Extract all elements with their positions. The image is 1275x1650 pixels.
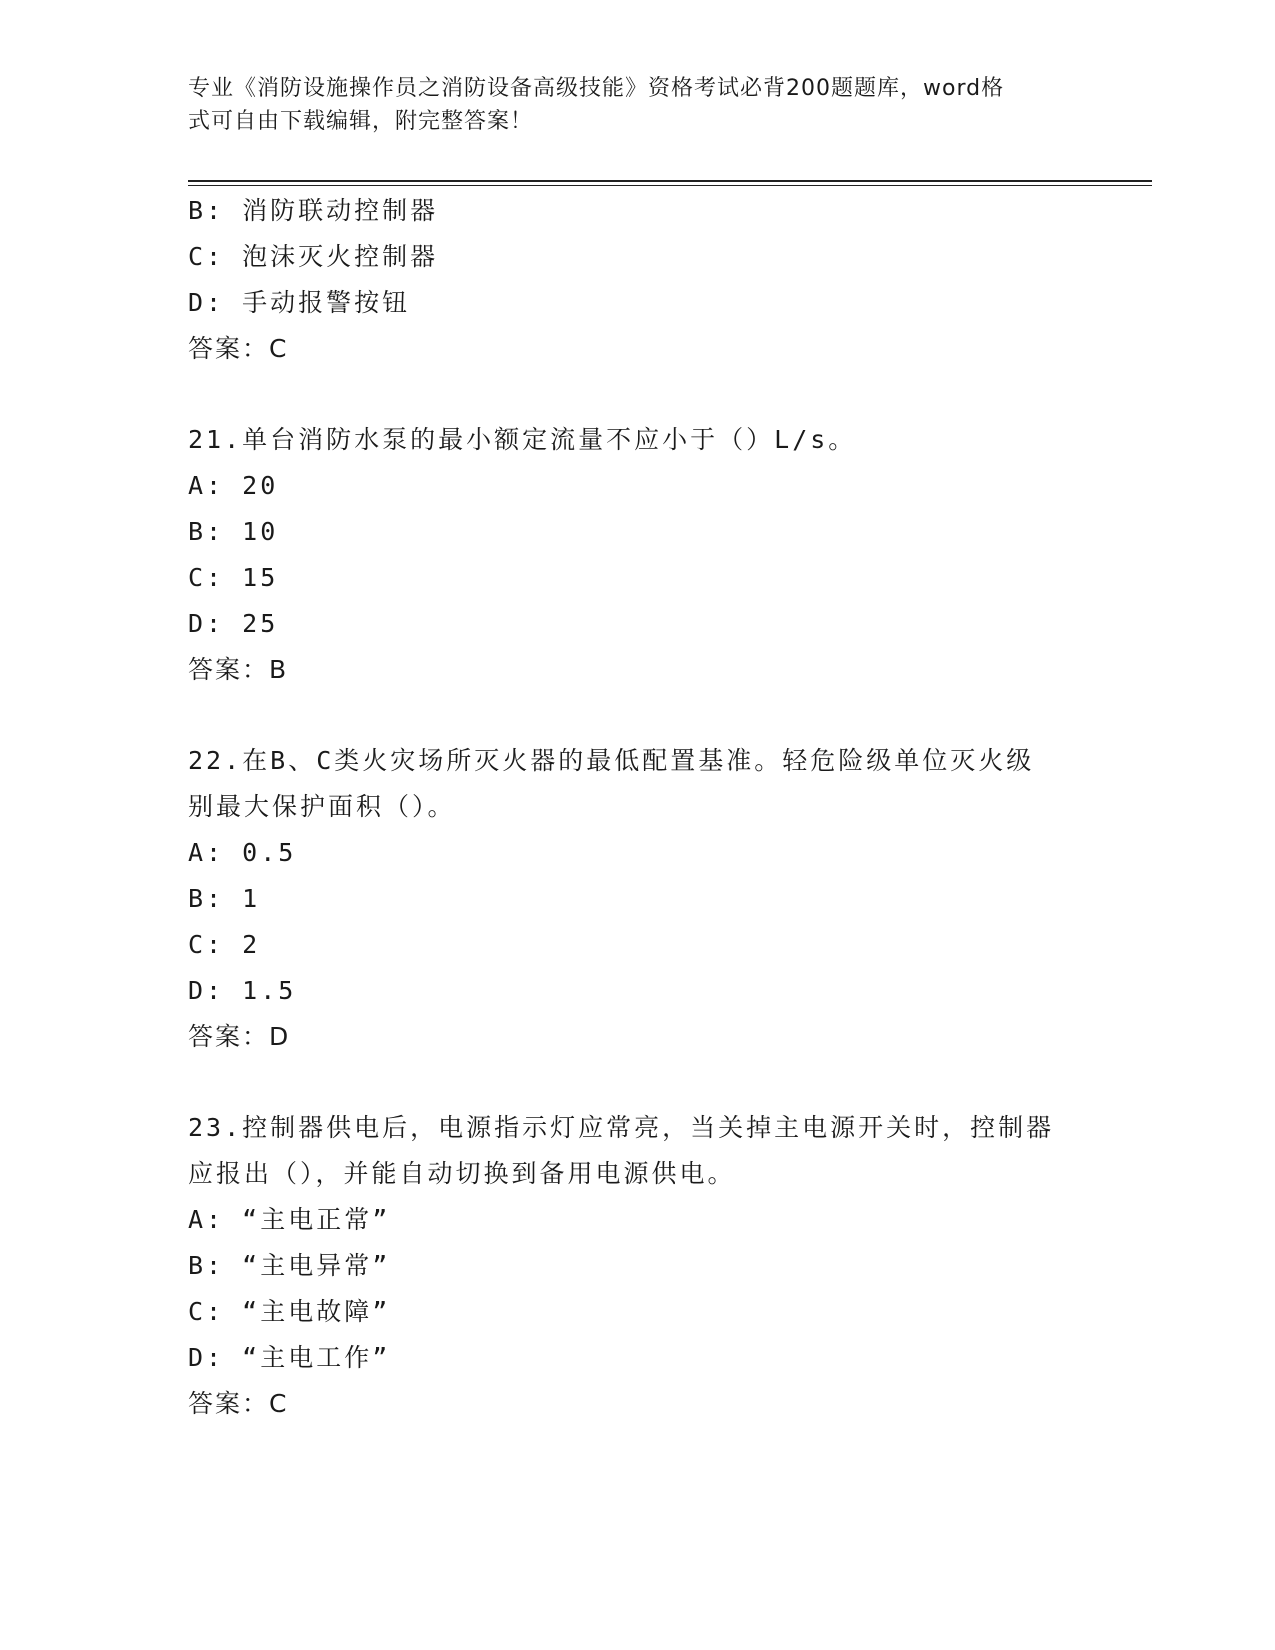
header-rule-thick bbox=[188, 180, 1152, 182]
option-d: D: 1.5 bbox=[188, 976, 297, 1005]
option-a: A: “主电正常” bbox=[188, 1205, 391, 1234]
answer-line: 答案：B bbox=[188, 655, 289, 684]
answer-line: 答案：D bbox=[188, 1022, 291, 1051]
option-b: B: 消防联动控制器 bbox=[188, 196, 439, 225]
option-c: C: 2 bbox=[188, 930, 261, 959]
option-c: C: “主电故障” bbox=[188, 1297, 391, 1326]
option-a: A: 20 bbox=[188, 471, 279, 500]
option-d: D: “主电工作” bbox=[188, 1343, 391, 1372]
option-b: B: 10 bbox=[188, 517, 279, 546]
option-b: B: “主电异常” bbox=[188, 1251, 391, 1280]
answer-line: 答案：C bbox=[188, 334, 289, 363]
question-stem-line-1: 22.在B、C类火灾场所灭火器的最低配置基准。轻危险级单位灭火级 bbox=[188, 746, 1035, 775]
option-a: A: 0.5 bbox=[188, 838, 297, 867]
header-rule-thin bbox=[188, 185, 1152, 186]
question-stem-line-2: 应报出（），并能自动切换到备用电源供电。 bbox=[188, 1159, 736, 1188]
question-list bbox=[188, 188, 1088, 1427]
option-c: C: 15 bbox=[188, 563, 279, 592]
option-d: D: 手动报警按钮 bbox=[188, 288, 411, 317]
question-block-21 bbox=[188, 417, 1088, 693]
option-d: D: 25 bbox=[188, 609, 279, 638]
answer-line: 答案：C bbox=[188, 1389, 289, 1418]
option-c: C: 泡沫灭火控制器 bbox=[188, 242, 439, 271]
question-block-prev bbox=[188, 188, 1088, 372]
question-block-22 bbox=[188, 738, 1088, 1060]
header-line-1: 专业《消防设施操作员之消防设备高级技能》资格考试必背200题题库，word格 bbox=[188, 76, 1005, 101]
question-stem-line-2: 别最大保护面积（）。 bbox=[188, 792, 456, 821]
header-line-2: 式可自由下载编辑，附完整答案！ bbox=[188, 109, 534, 134]
question-stem: 21.单台消防水泵的最小额定流量不应小于（）L/s。 bbox=[188, 425, 857, 454]
option-b: B: 1 bbox=[188, 884, 261, 913]
document-header bbox=[188, 72, 1068, 138]
question-stem-line-1: 23.控制器供电后，电源指示灯应常亮，当关掉主电源开关时，控制器 bbox=[188, 1113, 1055, 1142]
question-block-23 bbox=[188, 1105, 1088, 1427]
